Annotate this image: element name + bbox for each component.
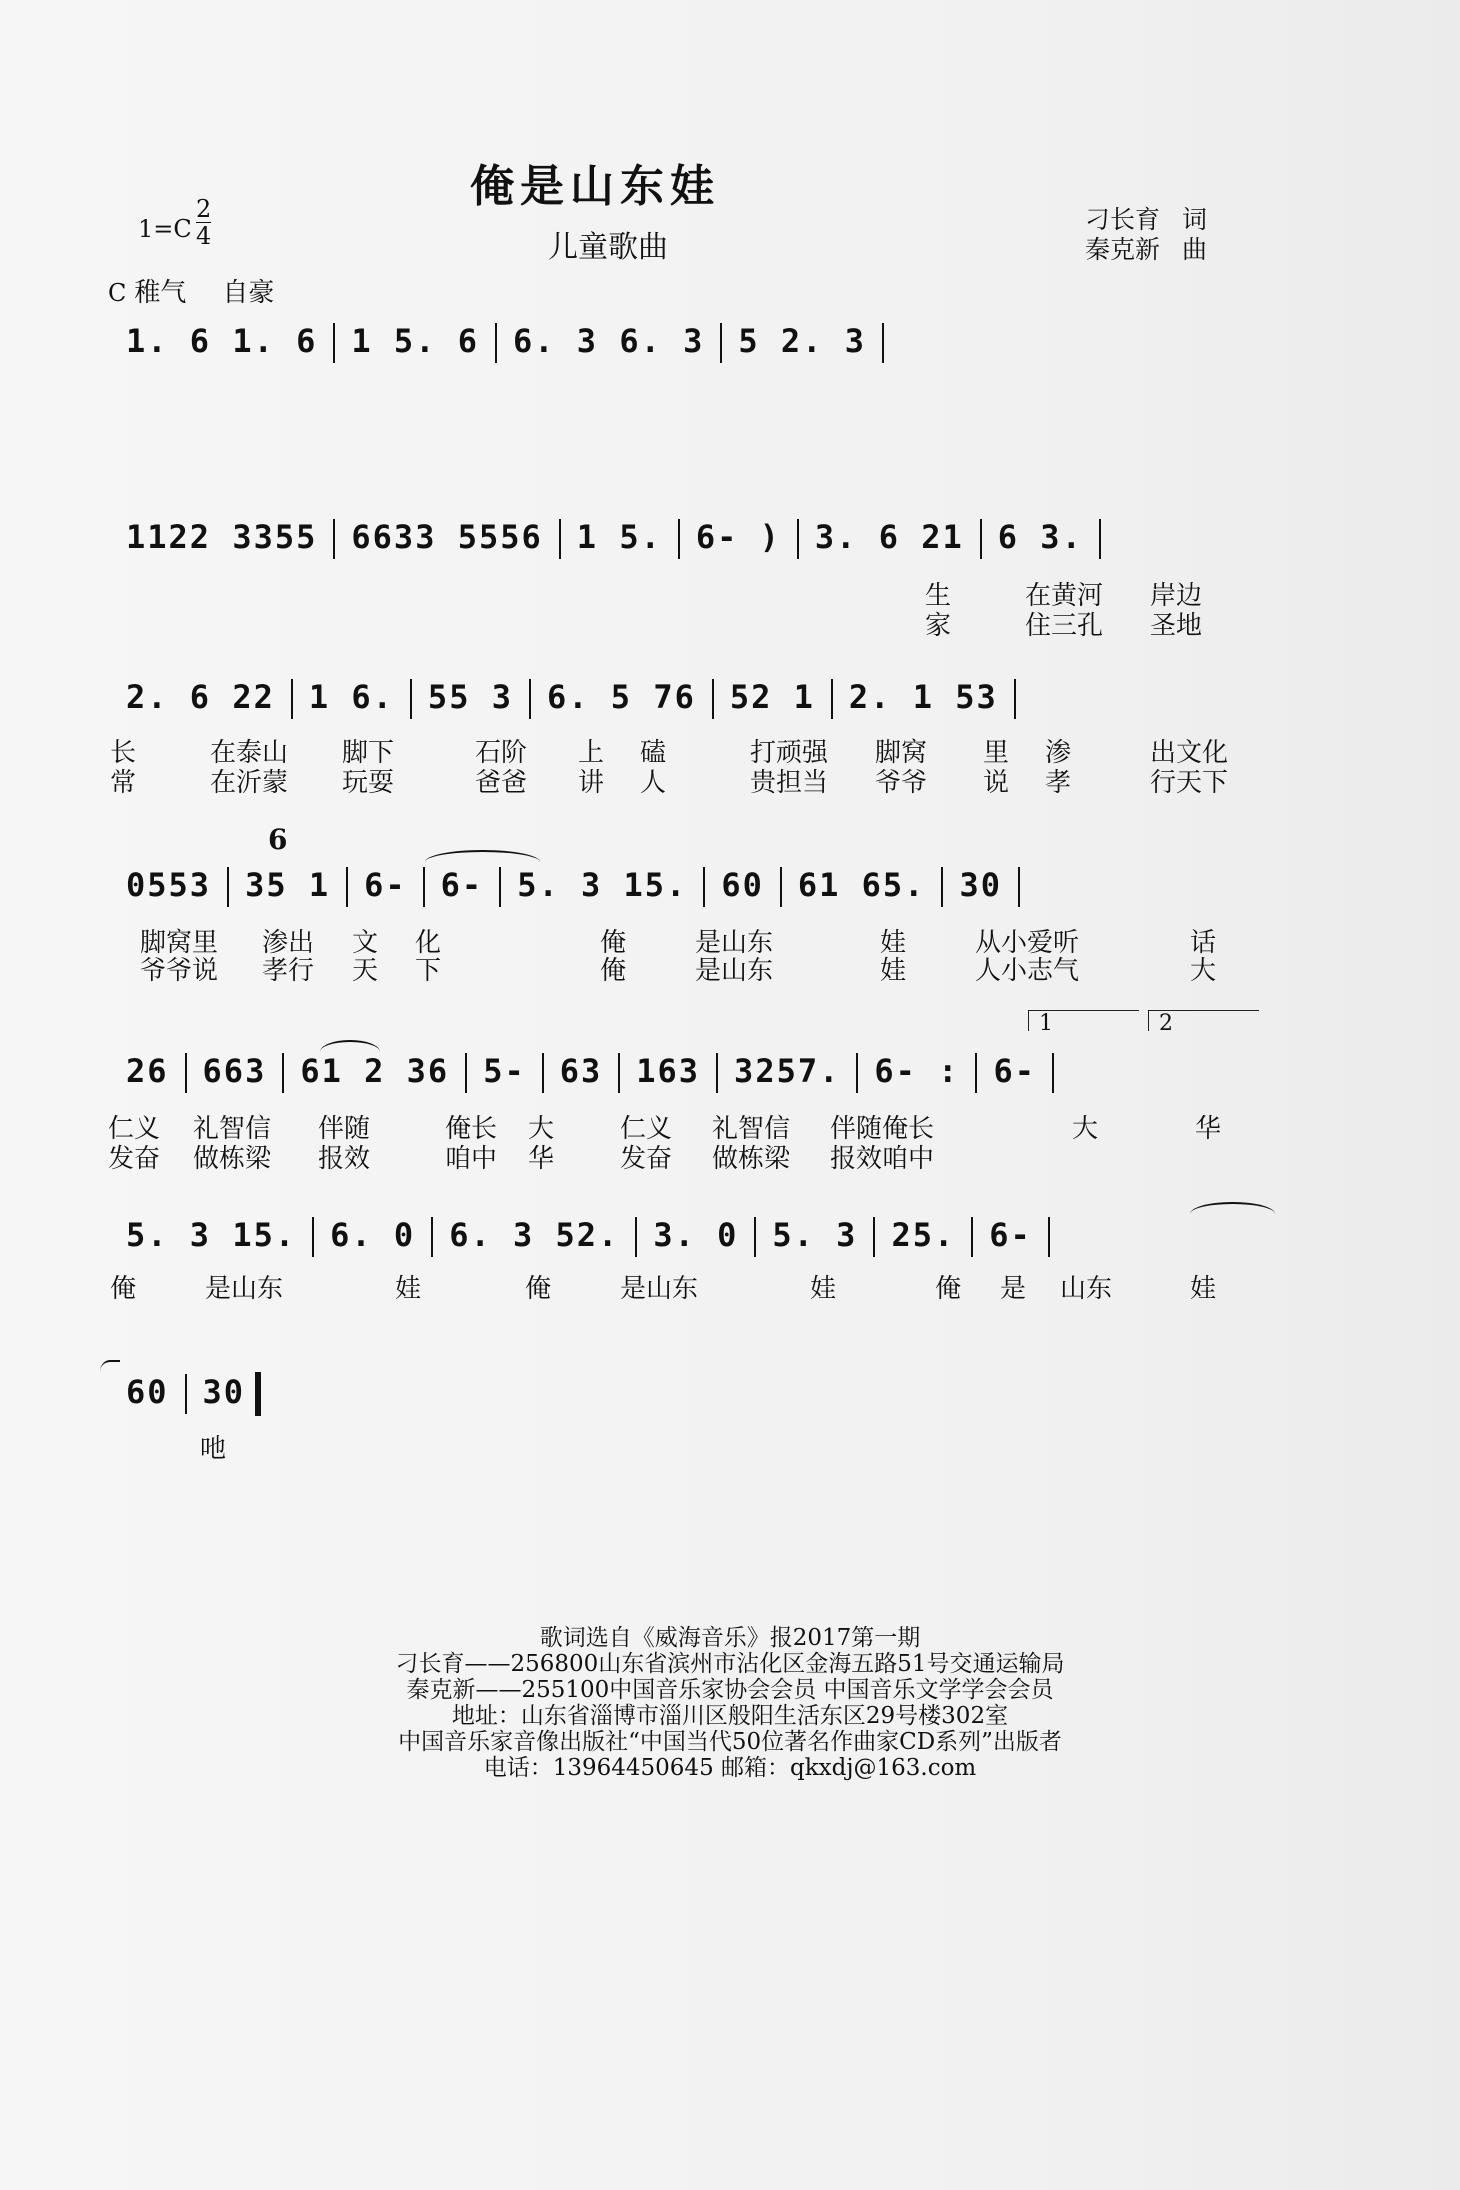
lyric: 俺 (935, 1274, 962, 1304)
measure: 1 5. 6 (351, 322, 479, 360)
song-title: 俺是山东娃 (470, 161, 720, 212)
footer-line-6: 电话：13964450645 邮箱：qkxdj@163.com (483, 1755, 977, 1781)
measure: 3257. (734, 1052, 841, 1090)
lyric-verse-2: 做栋梁 (712, 1144, 791, 1174)
measure: 6. 5 76 (546, 678, 696, 716)
lyric: 吔 (200, 1434, 227, 1464)
lyric-verse-2: 讲 (578, 768, 605, 798)
lyric-verse-1: 岸边 (1150, 581, 1203, 611)
measure: 60 (721, 866, 764, 904)
footer-line-2: 刁长育——256800山东省滨州市沾化区金海五路51号交通运输局 (395, 1651, 1065, 1677)
measure: 35 1 (245, 866, 331, 904)
lyric-verse-1: 仁义 (108, 1114, 161, 1144)
measure: 61 65. (797, 866, 926, 904)
lyric-verse-1: 俺 (600, 928, 627, 958)
lyric-verse-2: 行天下 (1150, 768, 1229, 798)
bar-line (410, 679, 412, 719)
above-note: 6 (268, 823, 288, 856)
bar-line (980, 519, 982, 559)
lyric-verse-2: 天 (352, 956, 379, 986)
volta-1-label: 1 (1039, 1011, 1053, 1036)
measure: 5. 3 15. (517, 866, 688, 904)
measure: 5. 3 15. (126, 1216, 297, 1254)
lyric-verse-2: 是山东 (695, 956, 774, 986)
lyric-verse-2: 爸爸 (475, 768, 528, 798)
bar-line (678, 519, 680, 559)
measure: 61 2 36 (300, 1052, 450, 1090)
footer-line-1: 歌词选自《威海音乐》报2017第一期 (539, 1625, 921, 1651)
bar-line (1018, 867, 1020, 907)
tie-row-6 (1190, 1202, 1275, 1226)
lyric-verse-2: 咱中 (445, 1144, 498, 1174)
lyric-verse-1: 石阶 (475, 738, 528, 768)
bar-line (465, 1053, 467, 1093)
lyric-verse-1: 磕 (640, 738, 667, 768)
measure: 30 (202, 1373, 246, 1411)
lyric-verse-2: 大 (1190, 956, 1217, 986)
measure: 6- ) (695, 518, 781, 556)
bar-line (1099, 519, 1101, 559)
lyric-verse-1: 渗 (1045, 738, 1072, 768)
bar-line (716, 1053, 718, 1093)
time-denominator: 4 (196, 222, 212, 250)
lyric-verse-2: 爷爷说 (140, 956, 219, 986)
lyric-verse-2: 常 (110, 768, 137, 798)
bar-line (227, 867, 229, 907)
bar-line (703, 867, 705, 907)
tie-row-4 (425, 850, 540, 874)
measure: 1 5. (576, 518, 662, 556)
bar-line (873, 1217, 875, 1257)
lyricist-role: 词 (1182, 205, 1208, 234)
lyric-verse-2: 圣地 (1150, 611, 1203, 641)
lyric-verse-1: 话 (1190, 928, 1217, 958)
composer-credit (1085, 230, 1207, 266)
bar-line (495, 323, 497, 363)
bar-line (431, 1217, 433, 1257)
measure: 30 (959, 866, 1002, 904)
measure: 55 3 (427, 678, 513, 716)
lyric: 是 (1000, 1274, 1027, 1304)
lyric-verse-2: 玩耍 (342, 768, 395, 798)
measure: 6. 3 52. (449, 1216, 620, 1254)
lyric-verse-2: 贵担当 (750, 768, 829, 798)
bar-line (559, 519, 561, 559)
lyric: 是山东 (205, 1274, 284, 1304)
lyric-verse-1: 大 (528, 1114, 555, 1144)
tie-row-5 (320, 1040, 380, 1064)
bar-line (185, 1053, 187, 1093)
bar-line (312, 1217, 314, 1257)
bar-line (797, 519, 799, 559)
lyric-verse-1: 是山东 (695, 928, 774, 958)
bar-line (635, 1217, 637, 1257)
note-row-5 (110, 1052, 1275, 1093)
footer-line-4: 地址：山东省淄博市淄川区般阳生活东区29号楼302室 (451, 1703, 1009, 1729)
bar-line (831, 679, 833, 719)
lyric-verse-1: 脚下 (342, 738, 395, 768)
note-row-1 (110, 322, 1275, 363)
lyric-verse-1: 化 (415, 928, 442, 958)
bar-line (185, 1374, 187, 1414)
lyric-verse-1: 娃 (880, 928, 907, 958)
measure: 6- : (874, 1052, 960, 1090)
final-bar-line (255, 1372, 261, 1416)
lyric-verse-2: 爷爷 (875, 768, 928, 798)
lyric-verse-1: 脚窝里 (140, 928, 219, 958)
measure: 1122 3355 (126, 518, 318, 556)
lyric-verse-2: 娃 (880, 956, 907, 986)
note-row-3 (110, 678, 1275, 719)
tempo-word-1: 稚气 (134, 278, 187, 308)
lyric: 俺 (525, 1274, 552, 1304)
lyric-verse-1: 礼智信 (193, 1114, 272, 1144)
measure: 6- (440, 866, 484, 904)
composer-name: 秦克新 (1085, 235, 1161, 264)
bar-line (1048, 1217, 1050, 1257)
lyric: 娃 (1190, 1274, 1217, 1304)
lyric-verse-2: 人小志气 (975, 956, 1080, 986)
note-row-2 (110, 518, 1275, 559)
bar-line (618, 1053, 620, 1093)
lyric-verse-1: 长 (110, 738, 137, 768)
lyric-verse-1: 伴随俺长 (830, 1114, 935, 1144)
lyric: 山东 (1060, 1274, 1113, 1304)
bar-line (529, 679, 531, 719)
measure: 5. 3 (772, 1216, 858, 1254)
bar-line (971, 1217, 973, 1257)
lyric-verse-1: 大 (1072, 1114, 1099, 1144)
lyricist-name: 刁长育 (1085, 205, 1161, 234)
note-row-6 (110, 1216, 1275, 1257)
lyric-verse-2: 华 (528, 1144, 555, 1174)
bar-line (882, 323, 884, 363)
lyric-verse-1: 渗出 (262, 928, 315, 958)
footer-line-5: 中国音乐家音像出版社“中国当代50位著名作曲家CD系列”出版者 (398, 1729, 1062, 1755)
footer-line-3: 秦克新——255100中国音乐家协会会员 中国音乐文学学会会员 (406, 1677, 1054, 1703)
measure: 663 (202, 1052, 267, 1090)
measure: 52 1 (729, 678, 815, 716)
note-row-4 (110, 866, 1275, 907)
bar-line (333, 323, 335, 363)
lyric-verse-1: 出文化 (1150, 738, 1229, 768)
lyric-verse-2: 住三孔 (1025, 611, 1104, 641)
volta-2-label: 2 (1159, 1011, 1173, 1036)
bar-line (712, 679, 714, 719)
footer-info (0, 1625, 1460, 1781)
measure: 3. 6 21 (814, 518, 964, 556)
bar-line (333, 519, 335, 559)
lyric: 娃 (395, 1274, 422, 1304)
tempo-marking (108, 272, 274, 309)
measure: 1 6. (308, 678, 394, 716)
lyric-verse-2: 下 (415, 956, 442, 986)
lyric-verse-1: 生 (925, 581, 952, 611)
bar-line (856, 1053, 858, 1093)
measure: 6- (993, 1052, 1036, 1090)
volta-1 (1028, 1010, 1139, 1036)
lyric: 俺 (110, 1274, 137, 1304)
measure: 6633 5556 (351, 518, 543, 556)
measure: 6- (364, 866, 407, 904)
measure: 6. 0 (330, 1216, 416, 1254)
lyric-verse-1: 里 (983, 738, 1010, 768)
measure: 1. 6 1. 6 (126, 322, 318, 360)
measure: 5- (483, 1052, 526, 1090)
measure: 2. 1 53 (848, 678, 998, 716)
lyric-verse-2: 报效咱中 (830, 1144, 935, 1174)
tempo-c: C (108, 279, 127, 307)
lyric-verse-1: 在黄河 (1025, 581, 1104, 611)
measure: 6 3. (997, 518, 1083, 556)
lyric-verse-1: 仁义 (620, 1114, 673, 1144)
bar-line (346, 867, 348, 907)
bar-line (720, 323, 722, 363)
note-row-7 (110, 1372, 1275, 1416)
lyric-verse-2: 孝行 (262, 956, 315, 986)
lyric-verse-1: 上 (578, 738, 605, 768)
lyric-verse-2: 做栋梁 (193, 1144, 272, 1174)
lyric-verse-1: 从小爱听 (975, 928, 1080, 958)
lyric-verse-2: 发奋 (620, 1144, 673, 1174)
tempo-word-2: 自豪 (222, 278, 275, 308)
lyric-verse-2: 说 (983, 768, 1010, 798)
lyric: 是山东 (620, 1274, 699, 1304)
bar-line (282, 1053, 284, 1093)
volta-2 (1148, 1010, 1259, 1036)
measure: 6- (989, 1216, 1032, 1254)
lyric-verse-1: 伴随 (318, 1114, 371, 1144)
lyric-verse-1: 脚窝 (875, 738, 928, 768)
bar-line (542, 1053, 544, 1093)
measure: 25. (891, 1216, 956, 1254)
composer-role: 曲 (1182, 235, 1208, 264)
bar-line (291, 679, 293, 719)
lyric-verse-1: 礼智信 (712, 1114, 791, 1144)
lyric-verse-1: 打顽强 (750, 738, 829, 768)
key-signature: 1=C (138, 215, 192, 243)
measure: 5 2. 3 (738, 322, 866, 360)
bar-line (1014, 679, 1016, 719)
bar-line (975, 1053, 977, 1093)
bar-line (941, 867, 943, 907)
lyric-verse-2: 报效 (318, 1144, 371, 1174)
measure: 0553 (126, 866, 212, 904)
bar-line (754, 1217, 756, 1257)
lyric-verse-2: 发奋 (108, 1144, 161, 1174)
bar-line (780, 867, 782, 907)
time-numerator: 2 (196, 195, 212, 223)
lyric-verse-1: 俺长 (445, 1114, 498, 1144)
lyric: 娃 (810, 1274, 837, 1304)
lyric-verse-2: 家 (925, 611, 952, 641)
song-subtitle: 儿童歌曲 (548, 230, 668, 265)
measure: 6. 3 6. 3 (512, 322, 705, 360)
lyric-verse-2: 孝 (1045, 768, 1072, 798)
time-signature (196, 196, 211, 249)
lyric-verse-2: 俺 (600, 956, 627, 986)
measure: 2. 6 22 (126, 678, 275, 716)
measure: 26 (126, 1052, 169, 1090)
bar-line (1052, 1053, 1054, 1093)
measure: 60 (126, 1373, 169, 1411)
lyric-verse-1: 华 (1195, 1114, 1222, 1144)
lyric-verse-2: 人 (640, 768, 667, 798)
measure: 163 (636, 1052, 701, 1090)
measure: 63 (559, 1052, 603, 1090)
lyric-verse-1: 文 (352, 928, 379, 958)
measure: 3. 0 (653, 1216, 739, 1254)
lyric-verse-1: 在泰山 (210, 738, 289, 768)
lyric-verse-2: 在沂蒙 (210, 768, 289, 798)
tie-row-7 (100, 1360, 120, 1384)
